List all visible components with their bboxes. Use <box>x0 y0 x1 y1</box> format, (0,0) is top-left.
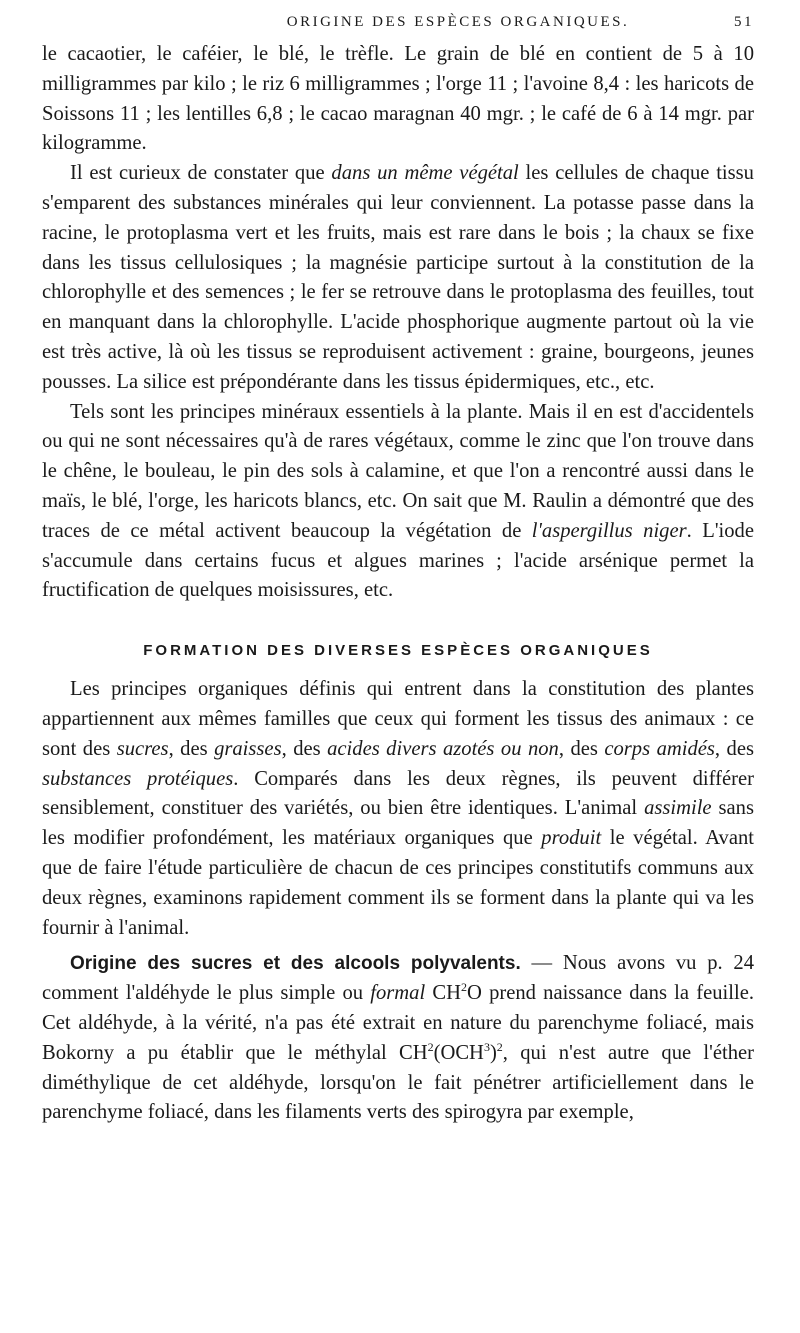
paragraph-text: Les principes organiques définis qui entrent dans la constitution des plantes appartiennent aux mêmes familles que ceux qui forment les tissus des animaux : ce sont des <box>42 678 754 760</box>
paragraph-text: sans les modifier profondément, les matériaux organiques que <box>42 797 754 850</box>
paragraph-text: Il est curieux de constater que <box>70 162 332 185</box>
section-heading: FORMATION DES DIVERSES ESPÈCES ORGANIQUES <box>143 642 653 660</box>
paragraph-text: . Comparés dans les deux règnes, ils peuvent différer sensiblement, constituer des variétés, ou bien être identiques. L'animal <box>42 767 754 820</box>
paragraph-text: le cacaotier, le caféier, le blé, le trèfle. Le grain de blé en contient de 5 à 10 milligrammes par kilo ; le riz 6 milligrammes ; l'orge 11 ; l'avoine 8,4 : les haricots de Soissons 11 ; les lentilles 6,8 ; le cacao maragnan 40 mgr. ; le café de 6 à 14 mgr. par kilogramme. <box>42 43 754 155</box>
formula-superscript: 2 <box>461 980 467 995</box>
paragraph-text: , des <box>281 737 328 760</box>
emphasis-text: produit <box>541 827 602 850</box>
formula-text: CH <box>425 982 461 1005</box>
running-head <box>42 14 754 40</box>
formula-superscript: 3 <box>483 1039 490 1054</box>
formula-superscript: 2 <box>427 1039 434 1054</box>
page-number: 51 <box>734 14 754 30</box>
paragraph-accidental-minerals <box>42 398 754 607</box>
paragraph-text: les cellules de chaque tissu s'emparent des substances minérales qui leur conviennent. La potasse passe dans la racine, le protoplasma vert et les fruits, mais est rare dans le bois ; la chaux se fixe dans les tissus cellulosiques ; la magnésie participe surtout à la constitution de la chlorophylle et des semences ; le fer se retrouve dans le protoplasma des feuilles, tout en manquant dans la chlorophylle. L'acide phosphorique augmente partout où la vie est très active, là où les tissus se reproduisent activement : graine, bourgeons, jeunes pousses. La silice est prépondérante dans les tissus épidermiques, etc., etc. <box>42 162 754 393</box>
emphasis-text: sucres <box>116 737 169 760</box>
paragraph-text: Tels sont les principes minéraux essentiels à la plante. Mais il en est d'accidentels ou qui ne sont nécessaires qu'à de rares végétaux, comme le zinc que l'on trouve dans le chêne, le bouleau, le pin des sols à calamine, et que l'on a rencontré aussi dans le maïs, le blé, l'orge, les haricots blancs, etc. On sait que M. Raulin a démontré que des traces de ce métal activent beaucoup la végétation de <box>42 400 754 542</box>
emphasis-text: dans un même végétal <box>331 162 519 185</box>
paragraph-text: , qui n'est autre que l'éther diméthylique de cet aldéhyde, lorsqu'on le fait pénétrer artificiellement dans le parenchyme foliacé, dans les filaments verts des spirogyra par exemple, <box>42 1041 754 1124</box>
emphasis-text: graisses <box>214 737 282 760</box>
paragraph-text: , des <box>168 737 215 760</box>
emphasis-text: formal <box>370 982 426 1005</box>
formula-text: ) <box>489 1041 497 1064</box>
formula-text: O <box>467 982 482 1005</box>
emphasis-text: acides divers azotés ou non <box>327 737 559 760</box>
paragraph-text: . L'iode s'accumule dans certains fucus et algues marines ; l'acide arsénique permet la fructification de quelques moisissures, etc. <box>42 519 754 602</box>
subsection-heading: Origine des sucres et des alcools polyvalents. <box>70 953 521 975</box>
paragraph-text: , des <box>558 737 605 760</box>
paragraph-origin-sugars <box>42 949 754 1128</box>
paragraph-text: — <box>520 952 563 975</box>
paragraph-text: , des <box>714 737 754 760</box>
paragraph-text: le végétal. Avant que de faire l'étude particulière de chacun de ces principes constitutifs communs aux deux règnes, examinons rapidement comment ils se forment dans la plante qui va les fournir à l'animal. <box>42 827 754 939</box>
emphasis-text: assimile <box>644 797 712 820</box>
paragraph-mineral-content <box>42 40 754 159</box>
formula-text: (OCH <box>433 1041 484 1064</box>
emphasis-text: l'aspergillus niger <box>531 519 687 542</box>
paragraph-tissue-minerals <box>42 159 754 397</box>
emphasis-text: corps amidés <box>604 737 715 760</box>
paragraph-organic-principles <box>42 675 754 943</box>
formula-superscript: 2 <box>496 1039 503 1054</box>
running-head-title: ORIGINE DES ESPÈCES ORGANIQUES. <box>286 14 630 30</box>
emphasis-text: substances protéiques <box>42 767 234 790</box>
paragraph-text: Nous avons vu p. 24 comment l'aldéhyde le plus simple ou <box>42 952 755 1005</box>
paragraph-text: prend naissance dans la feuille. Cet aldéhyde, à la vérité, n'a pas été extrait en nature du parenchyme foliacé, mais Bokorny a pu établir que le méthylal CH <box>42 982 754 1064</box>
